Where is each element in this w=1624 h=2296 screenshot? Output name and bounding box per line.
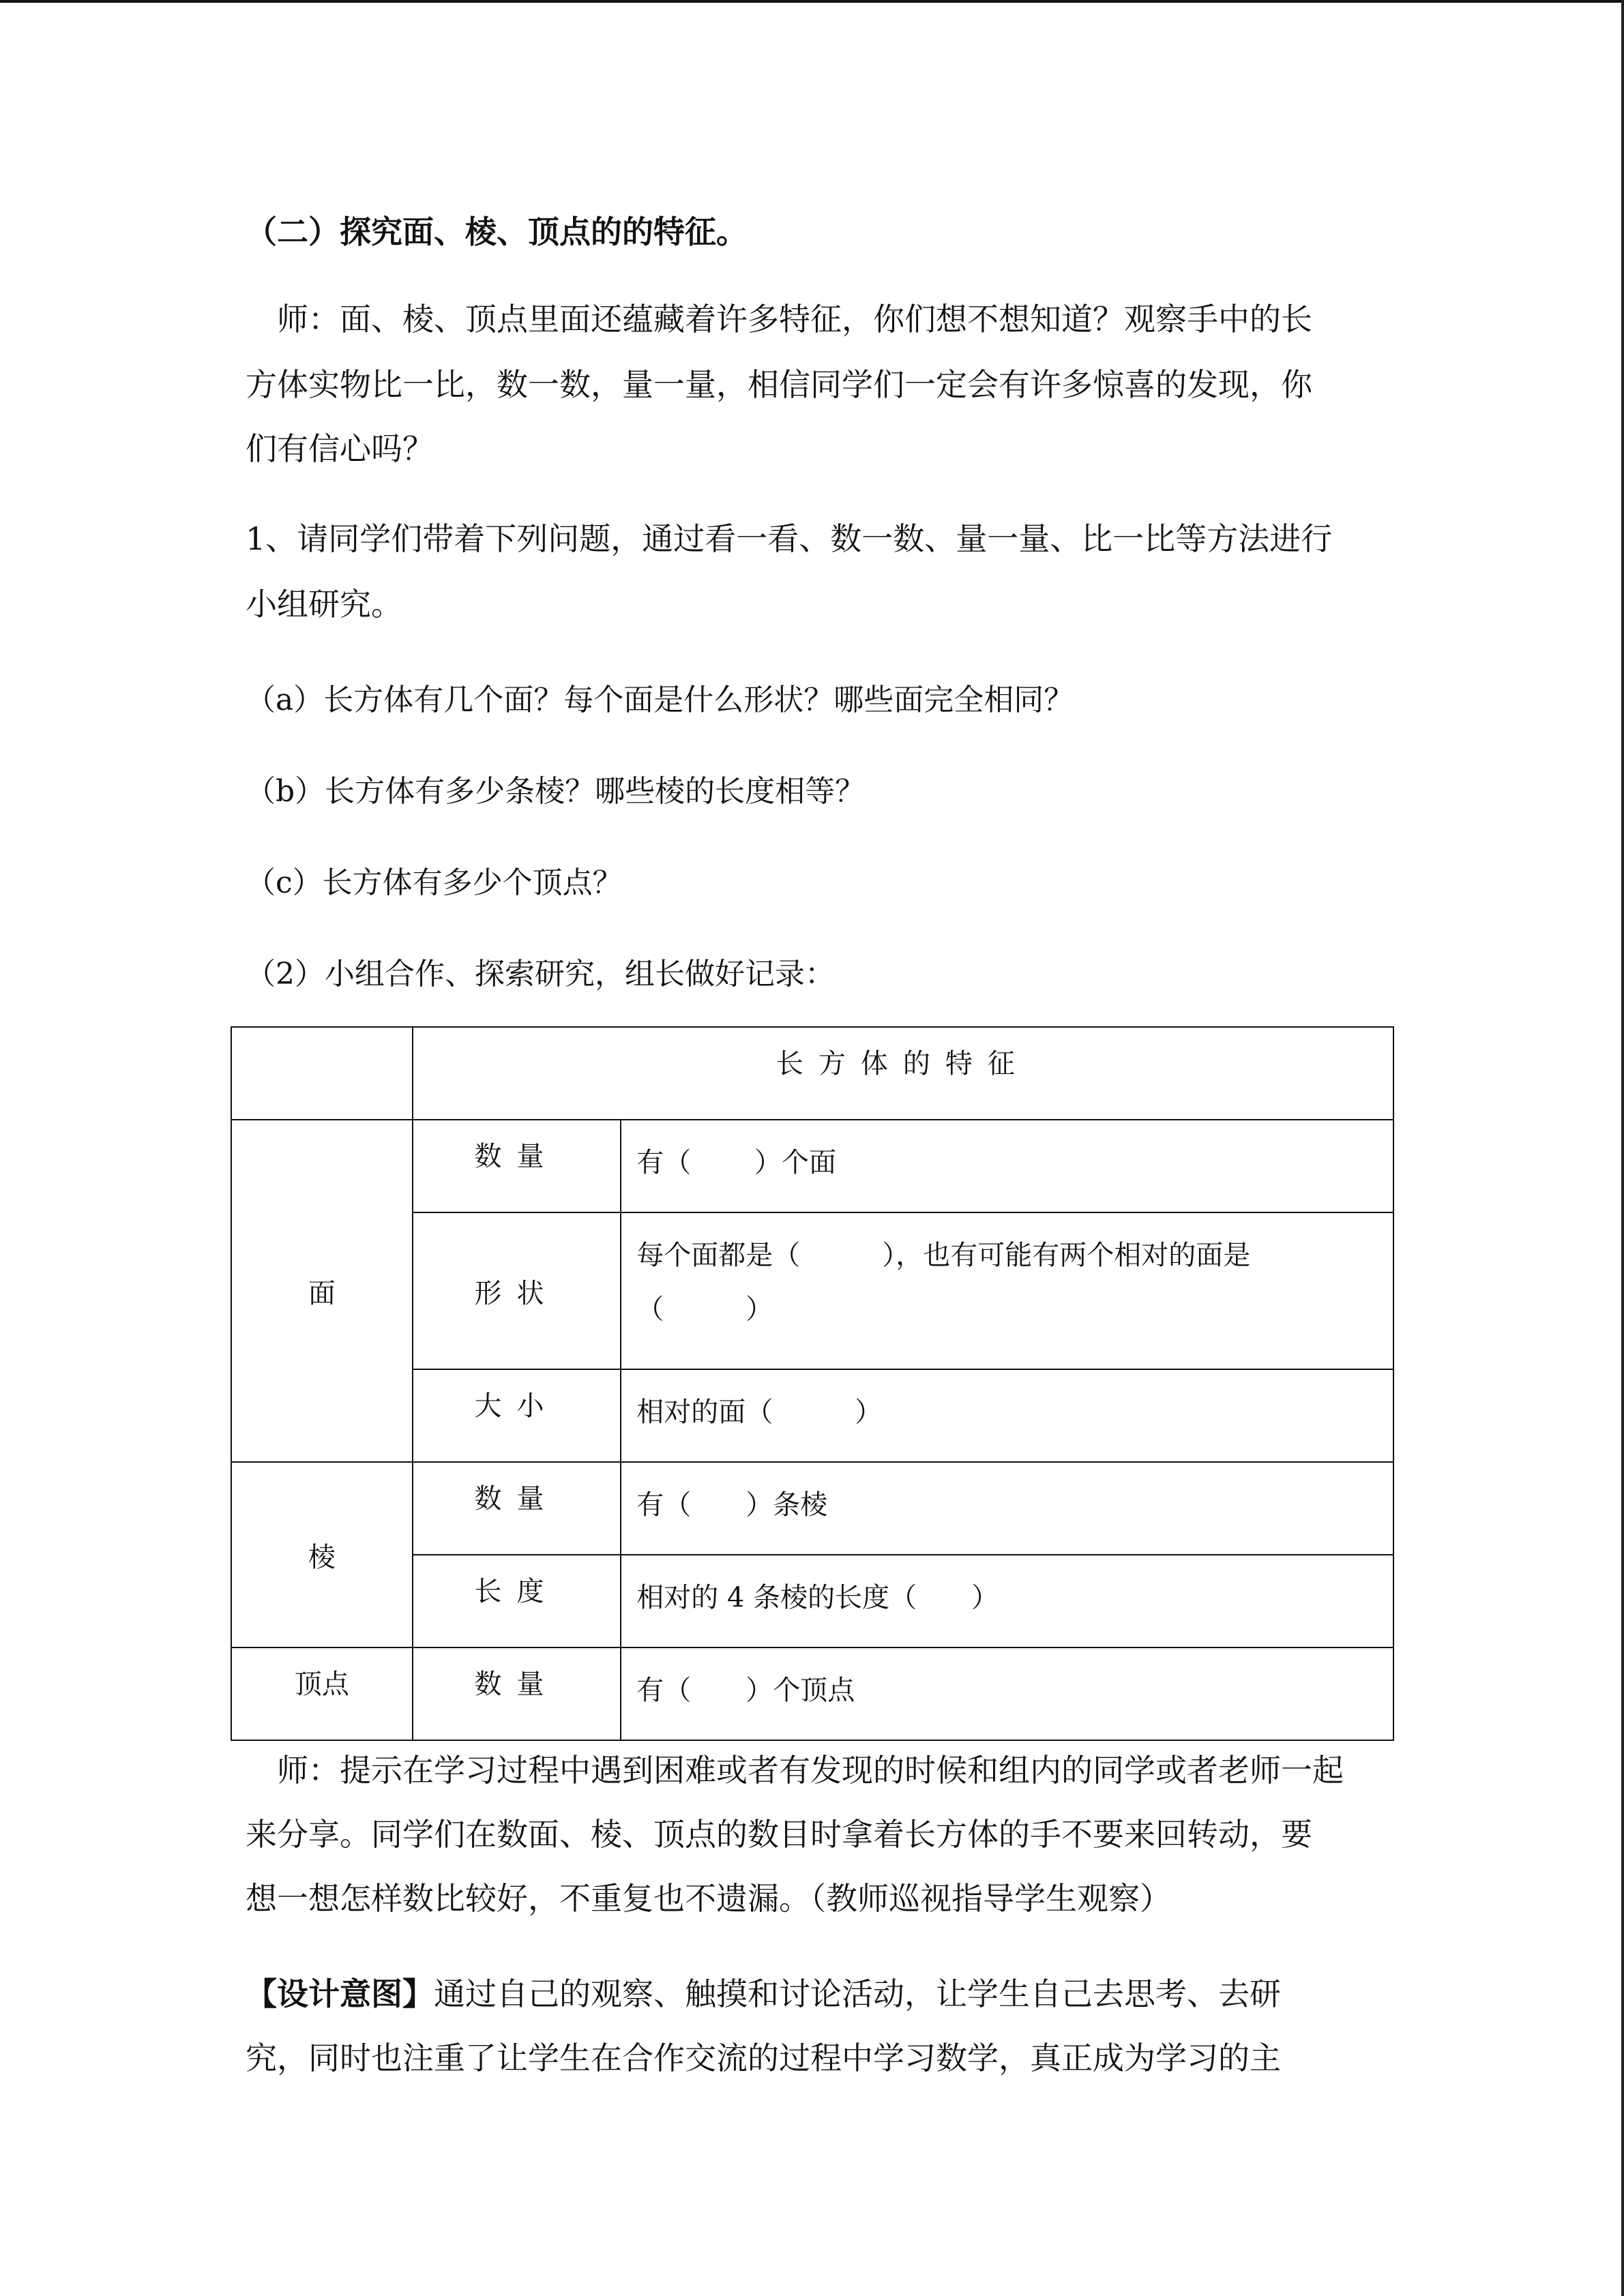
- design-intent-label: 【设计意图】: [246, 1976, 434, 2012]
- table-header: 长方体的特征: [776, 1047, 1030, 1079]
- face-size-content: 相对的面（ ）: [636, 1397, 883, 1428]
- edge-label-cell: [231, 1462, 413, 1648]
- face-shape-content: 每个面都是（ ），也有可能有两个相对的面是: [636, 1240, 1251, 1271]
- face-label: 面: [308, 1277, 336, 1309]
- question-c: （c）长方体有多少个顶点？: [246, 865, 623, 900]
- edge-label: 棱: [308, 1541, 336, 1573]
- edge-length-attr: 长度: [474, 1575, 559, 1607]
- question-b: （b）长方体有多少条棱？哪些棱的长度相等？: [246, 774, 866, 809]
- teacher-intro-line-1: 师：面、棱、顶点里面还蕴藏着许多特征，你们想不想知道？观察手中的长: [246, 301, 1312, 338]
- face-count-content: 有（ ）个面: [636, 1147, 837, 1178]
- teacher-hint-line-3: 想一想怎样数比较好，不重复也不遗漏。（教师巡视指导学生观察）: [246, 1880, 1171, 1917]
- teacher-intro-line-2: 方体实物比一比，数一数，量一量，相信同学们一定会有许多惊喜的发现，你: [246, 366, 1312, 403]
- face-shape-content-2: （ ）: [636, 1294, 773, 1325]
- edge-count-attr: 数量: [474, 1482, 559, 1515]
- task2: （2）小组合作、探索研究，组长做好记录：: [246, 957, 835, 992]
- task1-line-2: 小组研究。: [246, 586, 402, 623]
- design-intent-text-1: 通过自己的观察、触摸和讨论活动，让学生自己去思考、去研: [434, 1976, 1281, 2012]
- features-table: [231, 1026, 1394, 1741]
- table-corner-cell: [231, 1027, 413, 1120]
- task1-line-1: 1、请同学们带着下列问题，通过看一看、数一数、量一量、比一比等方法进行: [246, 520, 1333, 557]
- page-right-border: [1621, 0, 1624, 2296]
- face-shape-attr: 形状: [474, 1277, 559, 1309]
- vertex-label: 顶点: [294, 1668, 349, 1700]
- edge-count-content: 有（ ）条棱: [636, 1489, 828, 1521]
- face-count-attr: 数量: [474, 1140, 559, 1172]
- vertex-count-content: 有（ ）个顶点: [636, 1675, 855, 1706]
- teacher-hint-line-1: 师：提示在学习过程中遇到困难或者有发现的时候和组内的同学或者老师一起: [246, 1752, 1344, 1789]
- teacher-hint-line-2: 来分享。同学们在数面、棱、顶点的数目时拿着长方体的手不要来回转动，要: [246, 1816, 1312, 1853]
- face-size-attr: 大小: [474, 1390, 559, 1422]
- page-top-border: [0, 0, 1624, 3]
- question-a: （a）长方体有几个面？每个面是什么形状？哪些面完全相同？: [246, 683, 1074, 717]
- teacher-intro-line-3: 们有信心吗？: [246, 430, 434, 467]
- vertex-count-attr: 数量: [474, 1668, 559, 1700]
- design-intent-line-2: 究，同时也注重了让学生在合作交流的过程中学习数学，真正成为学习的主: [246, 2040, 1281, 2076]
- section-title: （二）探究面、棱、顶点的的特征。: [246, 213, 748, 250]
- edge-length-content: 相对的 4 条棱的长度（ ）: [636, 1582, 999, 1613]
- face-label-cell: [231, 1120, 413, 1462]
